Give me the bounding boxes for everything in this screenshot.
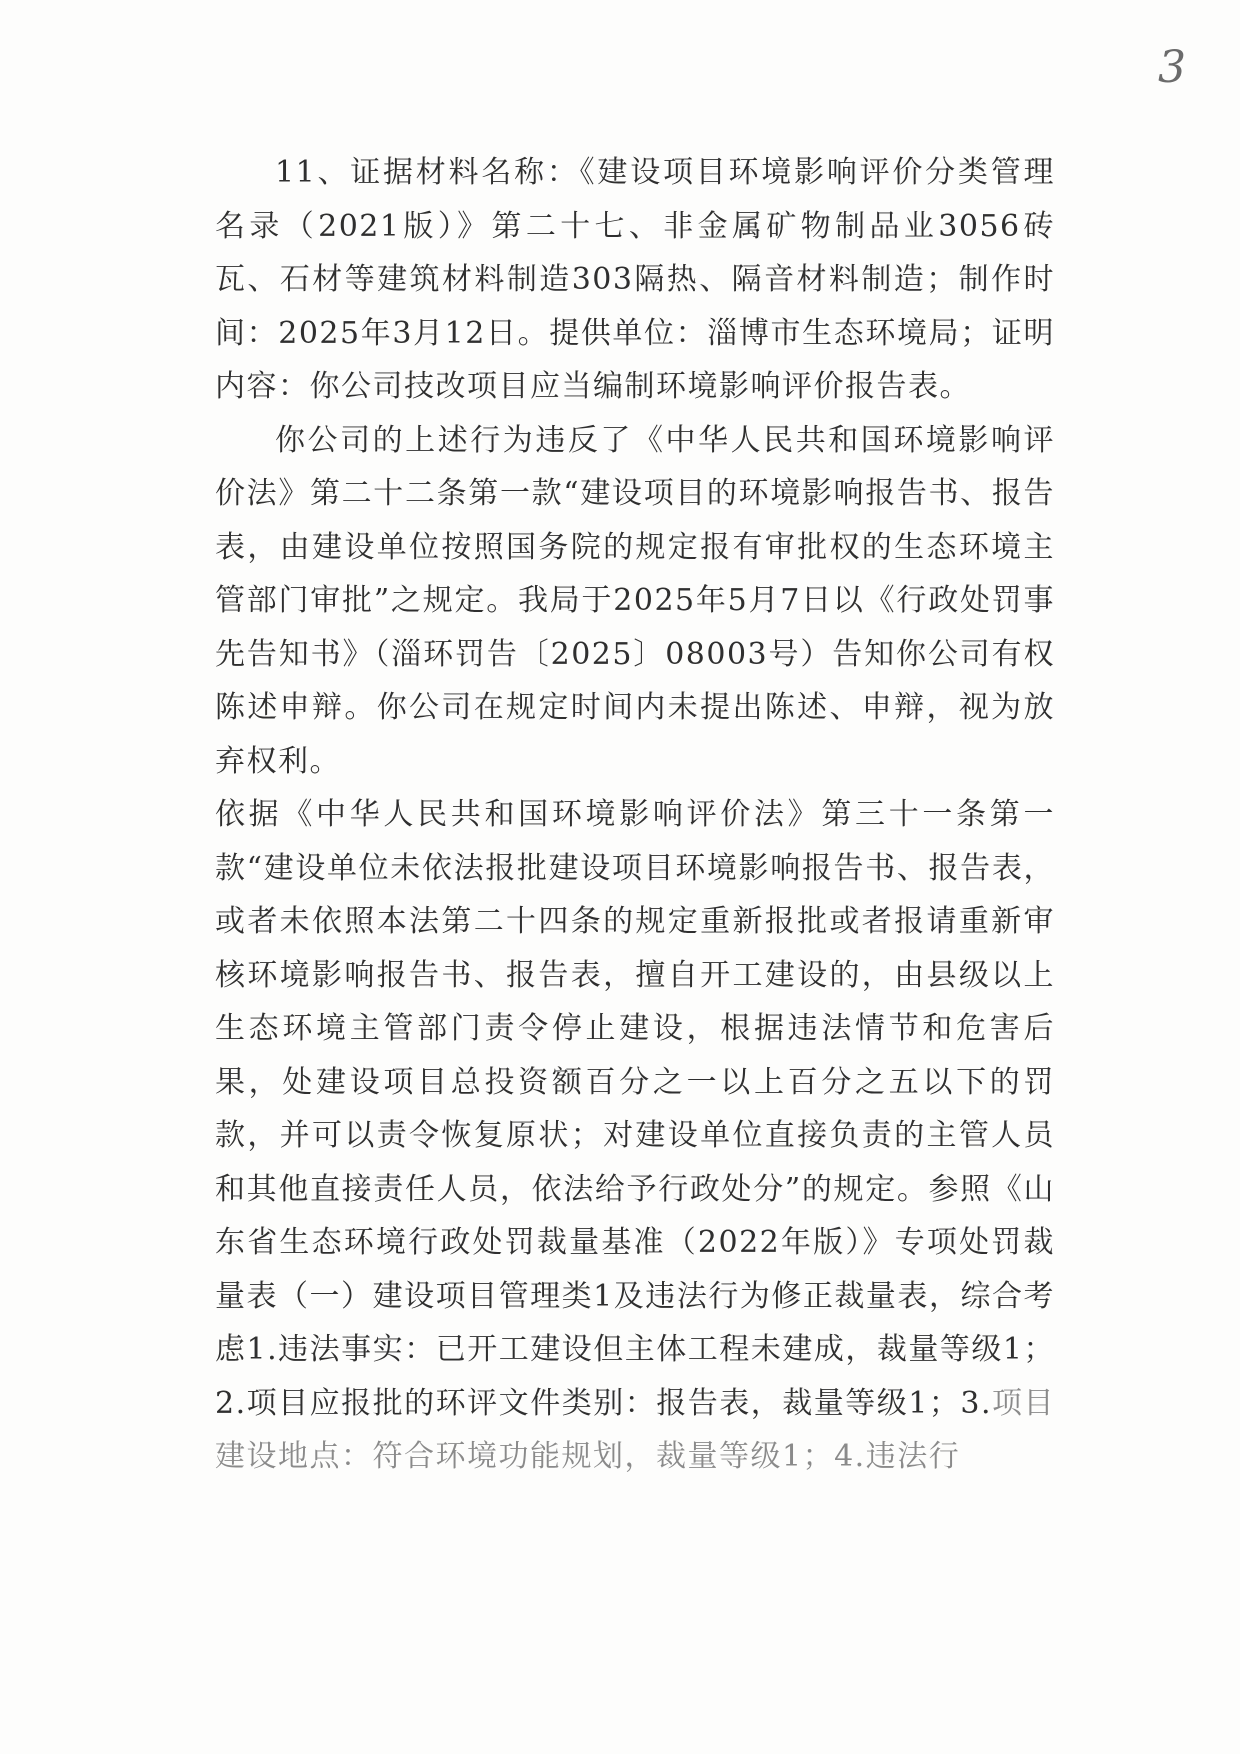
evidence-paragraph: 11、证据材料名称：《建设项目环境影响评价分类管理名录（2021版）》第二十七、非金属矿物制品业3056砖瓦、石材等建筑材料制造303隔热、隔音材料制造；制作时间：2025年3月12日。提供单位：淄博市生态环境局；证明内容：你公司技改项目应当编制环境影响评价报告表。 <box>215 155 1055 404</box>
legal-basis-continuation: 项目建设地点：符合环境功能规划，裁量等级1；4.违法行 <box>215 1385 1055 1474</box>
violation-paragraph: 你公司的上述行为违反了《中华人民共和国环境影响评价法》第二十二条第一款“建设项目的环境影响报告书、报告表，由建设单位按照国务院的规定报有审批权的生态环境主管部门审批”之规定。我局于2025年5月7日以《行政处罚事先告知书》（淄环罚告〔2025〕08003号）告知你公司有权陈述申辩。你公司在规定时间内未提出陈述、申辩，视为放弃权利。 <box>215 422 1055 779</box>
document-body <box>215 146 1055 1484</box>
page-number: 3 <box>1158 42 1186 93</box>
legal-basis-paragraph: 依据《中华人民共和国环境影响评价法》第三十一条第一款“建设单位未依法报批建设项目环境影响报告书、报告表，或者未依照本法第二十四条的规定重新报批或者报请重新审核环境影响报告书、报告表，擅自开工建设的，由县级以上生态环境主管部门责令停止建设，根据违法情节和危害后果，处建设项目总投资额百分之一以上百分之五以下的罚款，并可以责令恢复原状；对建设单位直接负责的主管人员和其他直接责任人员，依法给予行政处分”的规定。参照《山东省生态环境行政处罚裁量基准（2022年版）》专项处罚裁量表（一）建设项目管理类1及违法行为修正裁量表，综合考虑1.违法事实：已开工建设但主体工程未建成，裁量等级1；2.项目应报批的环评文件类别：报告表，裁量等级1；3. <box>215 797 1055 1421</box>
